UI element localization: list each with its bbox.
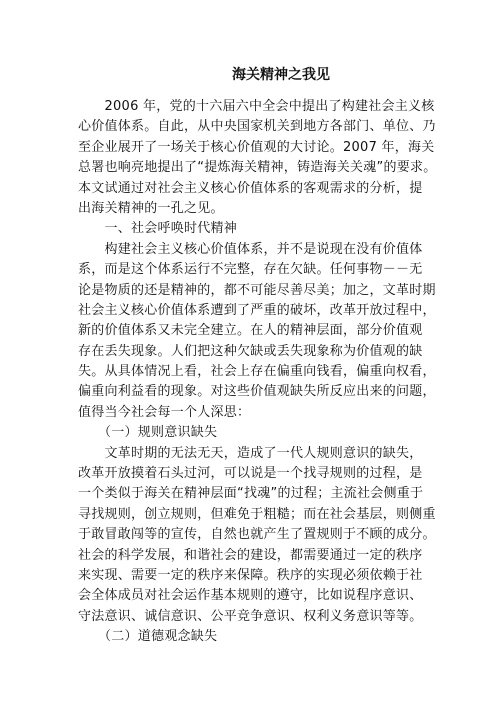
text-line: 社会的科学发展，和谐社会的建设，都需要通过一定的秩序 — [78, 547, 423, 563]
document-title: 海关精神之我见 — [232, 67, 330, 83]
text-line: 文革时期的无法无天，造成了一代人规则意识的缺失， — [78, 445, 423, 461]
text-line: 2006 年，党的十六届六中全会中提出了构建社会主义核 — [78, 99, 435, 114]
subsection-heading: （一）规则意识缺失 — [78, 425, 218, 441]
text-line: 社会主义核心价值体系遭到了严重的破坏，改革开放过程中， — [78, 302, 436, 318]
text-line: 新的价值体系又未完全建立。在人的精神层面，部分价值观 — [78, 323, 423, 339]
text-line: 出海关精神的一孔之见。 — [78, 200, 224, 216]
document-body — [78, 97, 437, 648]
text-line: 心价值体系。自此，从中央国家机关到地方各部门、单位、乃 — [78, 119, 436, 135]
text-line: 一个类似于海关在精神层面“找魂”的过程；主流社会侧重于 — [78, 486, 424, 502]
text-line: 寻找规则，创立规则，但难免于粗糙；而在社会基层，则侧重 — [78, 506, 436, 522]
text-line: 论是物质的还是精神的，都不可能尽善尽美；加之，文革时期 — [78, 282, 436, 298]
text-line: 失。从具体情况上看，社会上存在偏重向钱看，偏重向权看， — [78, 364, 436, 380]
text-line: 至企业展开了一场关于核心价值观的大讨论。2007 年，海关 — [78, 139, 435, 155]
text-line: 会全体成员对社会运作基本规则的遵守，比如说程序意识、 — [78, 588, 423, 604]
text-line: 存在丢失现象。人们把这种欠缺或丢失现象称为价值观的缺 — [78, 343, 423, 359]
text-line: 守法意识、诚信意识、公平竞争意识、权利义务意识等等。 — [78, 608, 423, 624]
text-line: 于敢冒敢闯等的宣传，自然也就产生了置规则于不顾的成分。 — [78, 527, 436, 543]
section-heading: 一、社会呼唤时代精神 — [78, 221, 238, 237]
text-line: 构建社会主义核心价值体系，并不是说现在没有价值体 — [78, 241, 423, 257]
text-line: 改革开放摸着石头过河，可以说是一个找寻规则的过程，是 — [78, 466, 423, 482]
subsection-heading: （二）道德观念缺失 — [78, 629, 218, 645]
text-line: 系，而是这个体系运行不完整，存在欠缺。任何事物－－无 — [78, 262, 423, 278]
text-line: 来实现、需要一定的秩序来保障。秩序的实现必须依赖于社 — [78, 567, 423, 583]
text-line: 偏重向利益看的现象。对这些价值观缺失所反应出来的问题， — [78, 384, 436, 400]
text-line: 总署也响亮地提出了“提炼海关精神，铸造海关关魂”的要求。 — [78, 160, 437, 176]
text-line: 本文试通过对社会主义核心价值体系的客观需求的分析，提 — [78, 180, 423, 196]
text-line: 值得当今社会每一个人深思： — [78, 404, 251, 420]
